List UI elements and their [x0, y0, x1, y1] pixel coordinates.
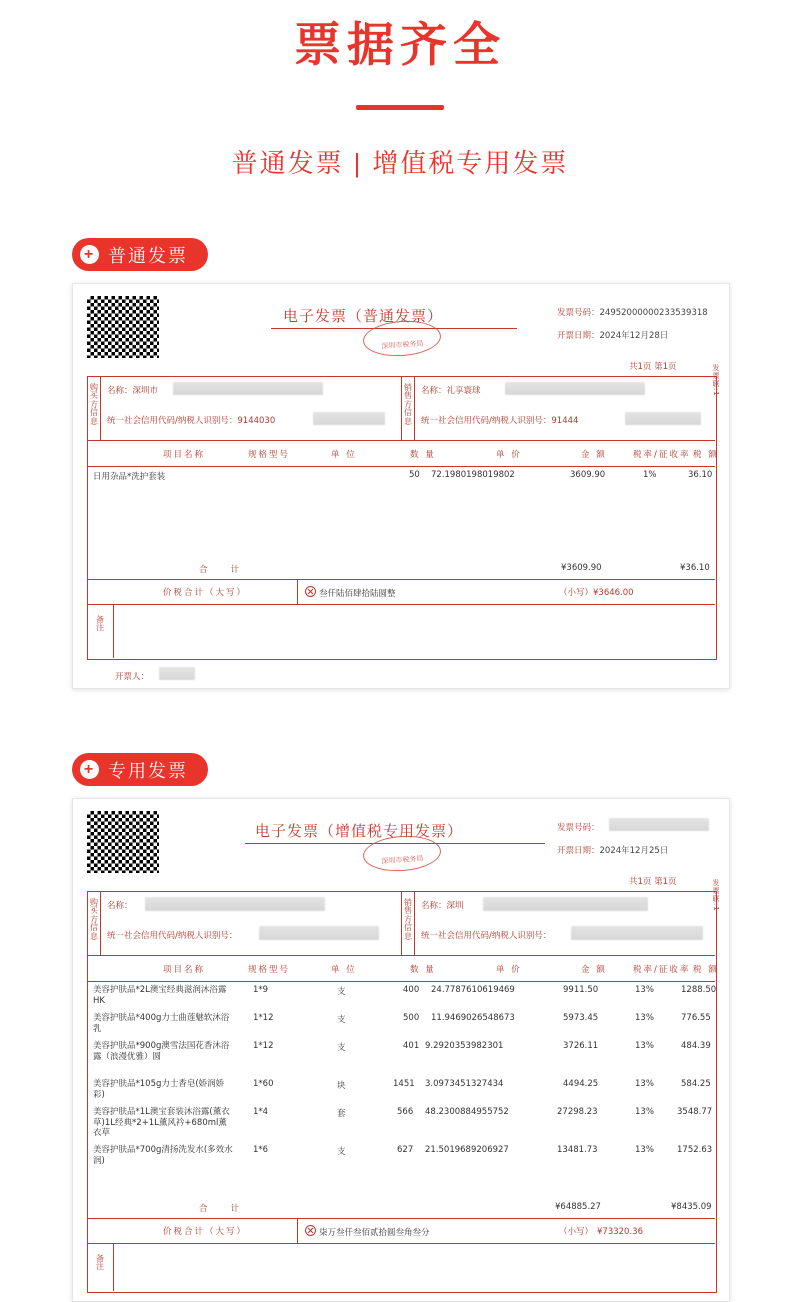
- buyer-block-label: 购买方信息: [90, 898, 98, 941]
- seller-tax-label: 统一社会信用代码/纳税人识别号：: [421, 416, 552, 426]
- buyer-tax-value: 9144030: [237, 416, 276, 426]
- seller-name: [421, 384, 481, 396]
- grand-lower-value: ¥3646.00: [593, 588, 634, 598]
- invoice-special: [72, 798, 730, 1302]
- grand-lower-label: （小写）: [559, 1227, 594, 1237]
- grand-divider: [297, 579, 298, 604]
- row-item-name: 美容护肤品*105g力士香皂(娇润娇彩): [93, 1079, 225, 1100]
- buyer-name-redaction: [145, 897, 325, 911]
- seller-name: [421, 899, 464, 911]
- row-tax: 1752.63: [677, 1145, 713, 1155]
- buyer-tax-id: [107, 414, 275, 426]
- buyer-name-label: 名称：: [107, 386, 133, 396]
- row-tax: 3548.77: [677, 1107, 713, 1117]
- invoice-common: [72, 283, 730, 689]
- col-rate: 税率/征收率: [633, 450, 691, 460]
- badge-common-invoice: [72, 238, 208, 271]
- buyer-tax-redaction: [259, 926, 379, 940]
- row-qty: 627: [397, 1145, 414, 1155]
- drawer-redaction: [159, 667, 195, 680]
- row-unit: 支: [337, 1043, 346, 1053]
- buyer-tax-label: 统一社会信用代码/纳税人识别号：: [107, 931, 238, 941]
- row-tax: 584.25: [681, 1079, 711, 1089]
- title-divider: [356, 105, 444, 110]
- grand-bottom-line: [87, 604, 715, 605]
- seller-tax-redaction: [571, 926, 703, 940]
- seller-label-line: [414, 891, 415, 955]
- page-count: 共1页 第1页: [629, 877, 677, 887]
- col-item-name: 项目名称: [163, 965, 206, 975]
- row-unit: 支: [337, 1015, 346, 1025]
- row-amount: 3609.90: [570, 470, 606, 480]
- col-price: 单 价: [496, 450, 522, 460]
- cross-circle-icon: [305, 1225, 316, 1236]
- col-rate: 税率/征收率: [633, 965, 691, 975]
- invoice-number-redaction: [609, 818, 709, 831]
- grand-divider: [297, 1218, 298, 1243]
- buyer-name-value: 深圳市: [132, 386, 159, 396]
- invoice-title: 电子发票（普通发票）: [283, 307, 444, 325]
- seller-tax-redaction: [625, 412, 701, 425]
- party-bottom-line: [87, 955, 715, 956]
- row-spec: 1*9: [253, 985, 269, 995]
- row-tax: 36.10: [688, 470, 713, 480]
- row-unit: 支: [337, 1147, 346, 1157]
- invoice-side-code: 发票联:1: [712, 879, 720, 912]
- row-spec: 1*4: [253, 1107, 269, 1117]
- row-qty: 400: [403, 985, 420, 995]
- seller-block-label: 销售方信息: [404, 898, 412, 941]
- buyer-name: [107, 899, 133, 911]
- cross-circle-icon: [305, 586, 316, 597]
- seller-tax-id: [421, 414, 578, 426]
- row-amount: 13481.73: [557, 1145, 598, 1155]
- row-price: 48.2300884955752: [425, 1107, 509, 1117]
- buyer-block-label: 购买方信息: [90, 383, 98, 426]
- subtitle-left: 普通发票: [231, 148, 344, 178]
- buyer-tax-redaction: [313, 412, 385, 425]
- buyer-tax-id: [107, 929, 237, 941]
- row-amount: 9911.50: [563, 985, 599, 995]
- row-qty: 500: [403, 1013, 420, 1023]
- buyer-tax-label: 统一社会信用代码/纳税人识别号：: [107, 416, 238, 426]
- grand-total-upper: [305, 1225, 430, 1238]
- invoice-title: 电子发票（增值税专用发票）: [255, 822, 464, 840]
- row-spec: 1*60: [253, 1079, 274, 1089]
- remark-label: 备注: [96, 1254, 104, 1272]
- row-item-name: 美容护肤品*900g澳雪法国花香沐浴露（浪漫优雅）圆: [93, 1041, 230, 1062]
- seller-name-redaction: [505, 382, 645, 395]
- invoice-number-label: 发票号码：: [557, 823, 600, 833]
- total-tax: ¥8435.09: [671, 1202, 712, 1212]
- invoice-date-value: 2024年12月25日: [599, 846, 669, 856]
- row-spec: 1*12: [253, 1041, 274, 1051]
- row-amount: 3726.11: [563, 1041, 599, 1051]
- row-rate: 1%: [643, 470, 657, 480]
- badge-label: 专用发票: [108, 760, 188, 781]
- col-qty: 数 量: [410, 965, 436, 975]
- seller-name-label: 名称：: [421, 901, 447, 911]
- badge-special-invoice: [72, 753, 208, 786]
- invoice-date-label: 开票日期：: [557, 846, 600, 856]
- grand-total-label: 价税合计（大写）: [163, 588, 248, 598]
- row-unit: 块: [337, 1081, 346, 1091]
- col-unit: 单 位: [331, 450, 357, 460]
- grand-lower-value: ¥73320.36: [597, 1227, 643, 1237]
- col-price: 单 价: [496, 965, 522, 975]
- row-rate: 13%: [635, 1145, 654, 1155]
- seller-block-label: 销售方信息: [404, 383, 412, 426]
- row-price: 9.2920353982301: [425, 1041, 504, 1051]
- row-qty: 50: [409, 470, 420, 480]
- total-top-line: [87, 1218, 715, 1219]
- col-spec: 规格型号: [248, 965, 291, 975]
- subtitle-divider: |: [353, 148, 363, 178]
- total-label: 合 计: [199, 1204, 242, 1214]
- tax-bureau-stamp: 深圳市税务局: [362, 833, 442, 873]
- grand-total-label: 价税合计（大写）: [163, 1227, 248, 1237]
- total-amount: ¥3609.90: [561, 563, 602, 573]
- subtitle-right: 增值税专用发票: [372, 148, 569, 178]
- row-price: 21.5019689206927: [425, 1145, 509, 1155]
- buyer-label-line: [100, 891, 101, 955]
- invoice-date-label: 开票日期：: [557, 331, 600, 341]
- invoice-date: [557, 329, 668, 341]
- col-amount: 金 额: [581, 450, 607, 460]
- grand-total-upper: [305, 586, 396, 599]
- party-bottom-line: [87, 440, 715, 441]
- row-price: 24.7787610619469: [431, 985, 515, 995]
- tax-bureau-stamp: 深圳市税务局: [362, 318, 442, 358]
- col-tax: 税 额: [693, 965, 719, 975]
- row-amount: 5973.45: [563, 1013, 599, 1023]
- row-price: 11.9469026548673: [431, 1013, 515, 1023]
- invoice-number-value: 24952000000233539318: [599, 308, 708, 318]
- row-amount: 4494.25: [563, 1079, 599, 1089]
- row-item-name: 美容护肤品*700g清扬洗发水(多效水润): [93, 1145, 233, 1166]
- badge-label: 普通发票: [108, 245, 188, 266]
- seller-tax-id: [421, 929, 551, 941]
- invoice-side-code: 发票联:1: [712, 364, 720, 397]
- row-rate: 13%: [635, 985, 654, 995]
- row-rate: 13%: [635, 1107, 654, 1117]
- row-spec: 1*12: [253, 1013, 274, 1023]
- grand-total-lower: [559, 1225, 643, 1237]
- seller-tax-label: 统一社会信用代码/纳税人识别号：: [421, 931, 552, 941]
- seller-label-line: [414, 376, 415, 440]
- grand-total-lower: [559, 586, 634, 598]
- invoice-number-label: 发票号码：: [557, 308, 600, 318]
- section-badge-special: [72, 753, 208, 786]
- total-top-line: [87, 579, 715, 580]
- seller-name-redaction: [483, 897, 648, 911]
- row-price: 3.0973451327434: [425, 1079, 504, 1089]
- col-amount: 金 额: [581, 965, 607, 975]
- invoice-date: [557, 844, 668, 856]
- row-amount: 27298.23: [557, 1107, 598, 1117]
- row-spec: 1*6: [253, 1145, 269, 1155]
- invoice-number: [557, 306, 708, 318]
- row-price: 72.1980198019802: [431, 470, 515, 480]
- buyer-name-label: 名称：: [107, 901, 133, 911]
- row-item-name: 美容护肤品*2L澳宝经典滋润沐浴露HK: [93, 985, 227, 1006]
- row-tax: 1288.50: [681, 985, 717, 995]
- row-qty: 1451: [393, 1079, 415, 1089]
- plus-icon: +: [80, 760, 99, 779]
- drawer: [115, 670, 149, 682]
- row-unit: 支: [337, 987, 346, 997]
- row-qty: 566: [397, 1107, 414, 1117]
- col-tax: 税 额: [693, 450, 719, 460]
- row-tax: 776.55: [681, 1013, 711, 1023]
- page-count: 共1页 第1页: [629, 362, 677, 372]
- total-label: 合 计: [199, 565, 242, 575]
- remark-label: 备注: [96, 615, 104, 633]
- page-title: 票据齐全: [294, 18, 506, 73]
- total-amount: ¥64885.27: [555, 1202, 601, 1212]
- seller-name-value: 深圳: [446, 901, 464, 911]
- row-item-name: 美容护肤品*1L澳宝套装沐浴露(薰衣草)1L经典*2+1L薰风衿+680ml薰衣草: [93, 1107, 230, 1139]
- header-bottom-line: [87, 981, 715, 982]
- col-unit: 单 位: [331, 965, 357, 975]
- total-tax: ¥36.10: [680, 563, 710, 573]
- grand-lower-label: （小写）: [559, 588, 594, 598]
- grand-bottom-line: [87, 1243, 715, 1244]
- grand-upper-text: 叁仟陆佰肆拾陆圆整: [319, 589, 396, 599]
- row-item-name: 美容护肤品*400g力士曲莲魅软沐浴乳: [93, 1013, 230, 1034]
- buyer-name: [107, 384, 158, 396]
- col-item-name: 项目名称: [163, 450, 206, 460]
- row-item-name: 日用杂品*洗护套装: [93, 472, 166, 482]
- row-unit: 套: [337, 1109, 346, 1119]
- page-subtitle: [0, 143, 800, 180]
- row-rate: 13%: [635, 1079, 654, 1089]
- qr-code-icon: [87, 296, 159, 358]
- row-rate: 13%: [635, 1041, 654, 1051]
- buyer-name-redaction: [173, 382, 323, 395]
- buyer-label-line: [100, 376, 101, 440]
- grand-upper-text: 柒万叁仟叁佰贰拾圆叁角叁分: [319, 1228, 430, 1238]
- seller-name-value: 礼享寰球: [446, 386, 481, 396]
- col-spec: 规格型号: [248, 450, 291, 460]
- row-rate: 13%: [635, 1013, 654, 1023]
- plus-icon: +: [80, 245, 99, 264]
- invoice-number: [557, 821, 600, 833]
- drawer-label: 开票人：: [115, 672, 150, 682]
- col-qty: 数 量: [410, 450, 436, 460]
- seller-name-label: 名称：: [421, 386, 447, 396]
- row-qty: 401: [403, 1041, 420, 1051]
- qr-code-icon: [87, 811, 159, 873]
- section-badge-common: [72, 238, 208, 271]
- row-tax: 484.39: [681, 1041, 711, 1051]
- header-bottom-line: [87, 466, 715, 467]
- invoice-date-value: 2024年12月28日: [599, 331, 669, 341]
- remark-divider: [113, 604, 114, 658]
- remark-divider: [113, 1243, 114, 1291]
- seller-tax-value: 91444: [551, 416, 579, 426]
